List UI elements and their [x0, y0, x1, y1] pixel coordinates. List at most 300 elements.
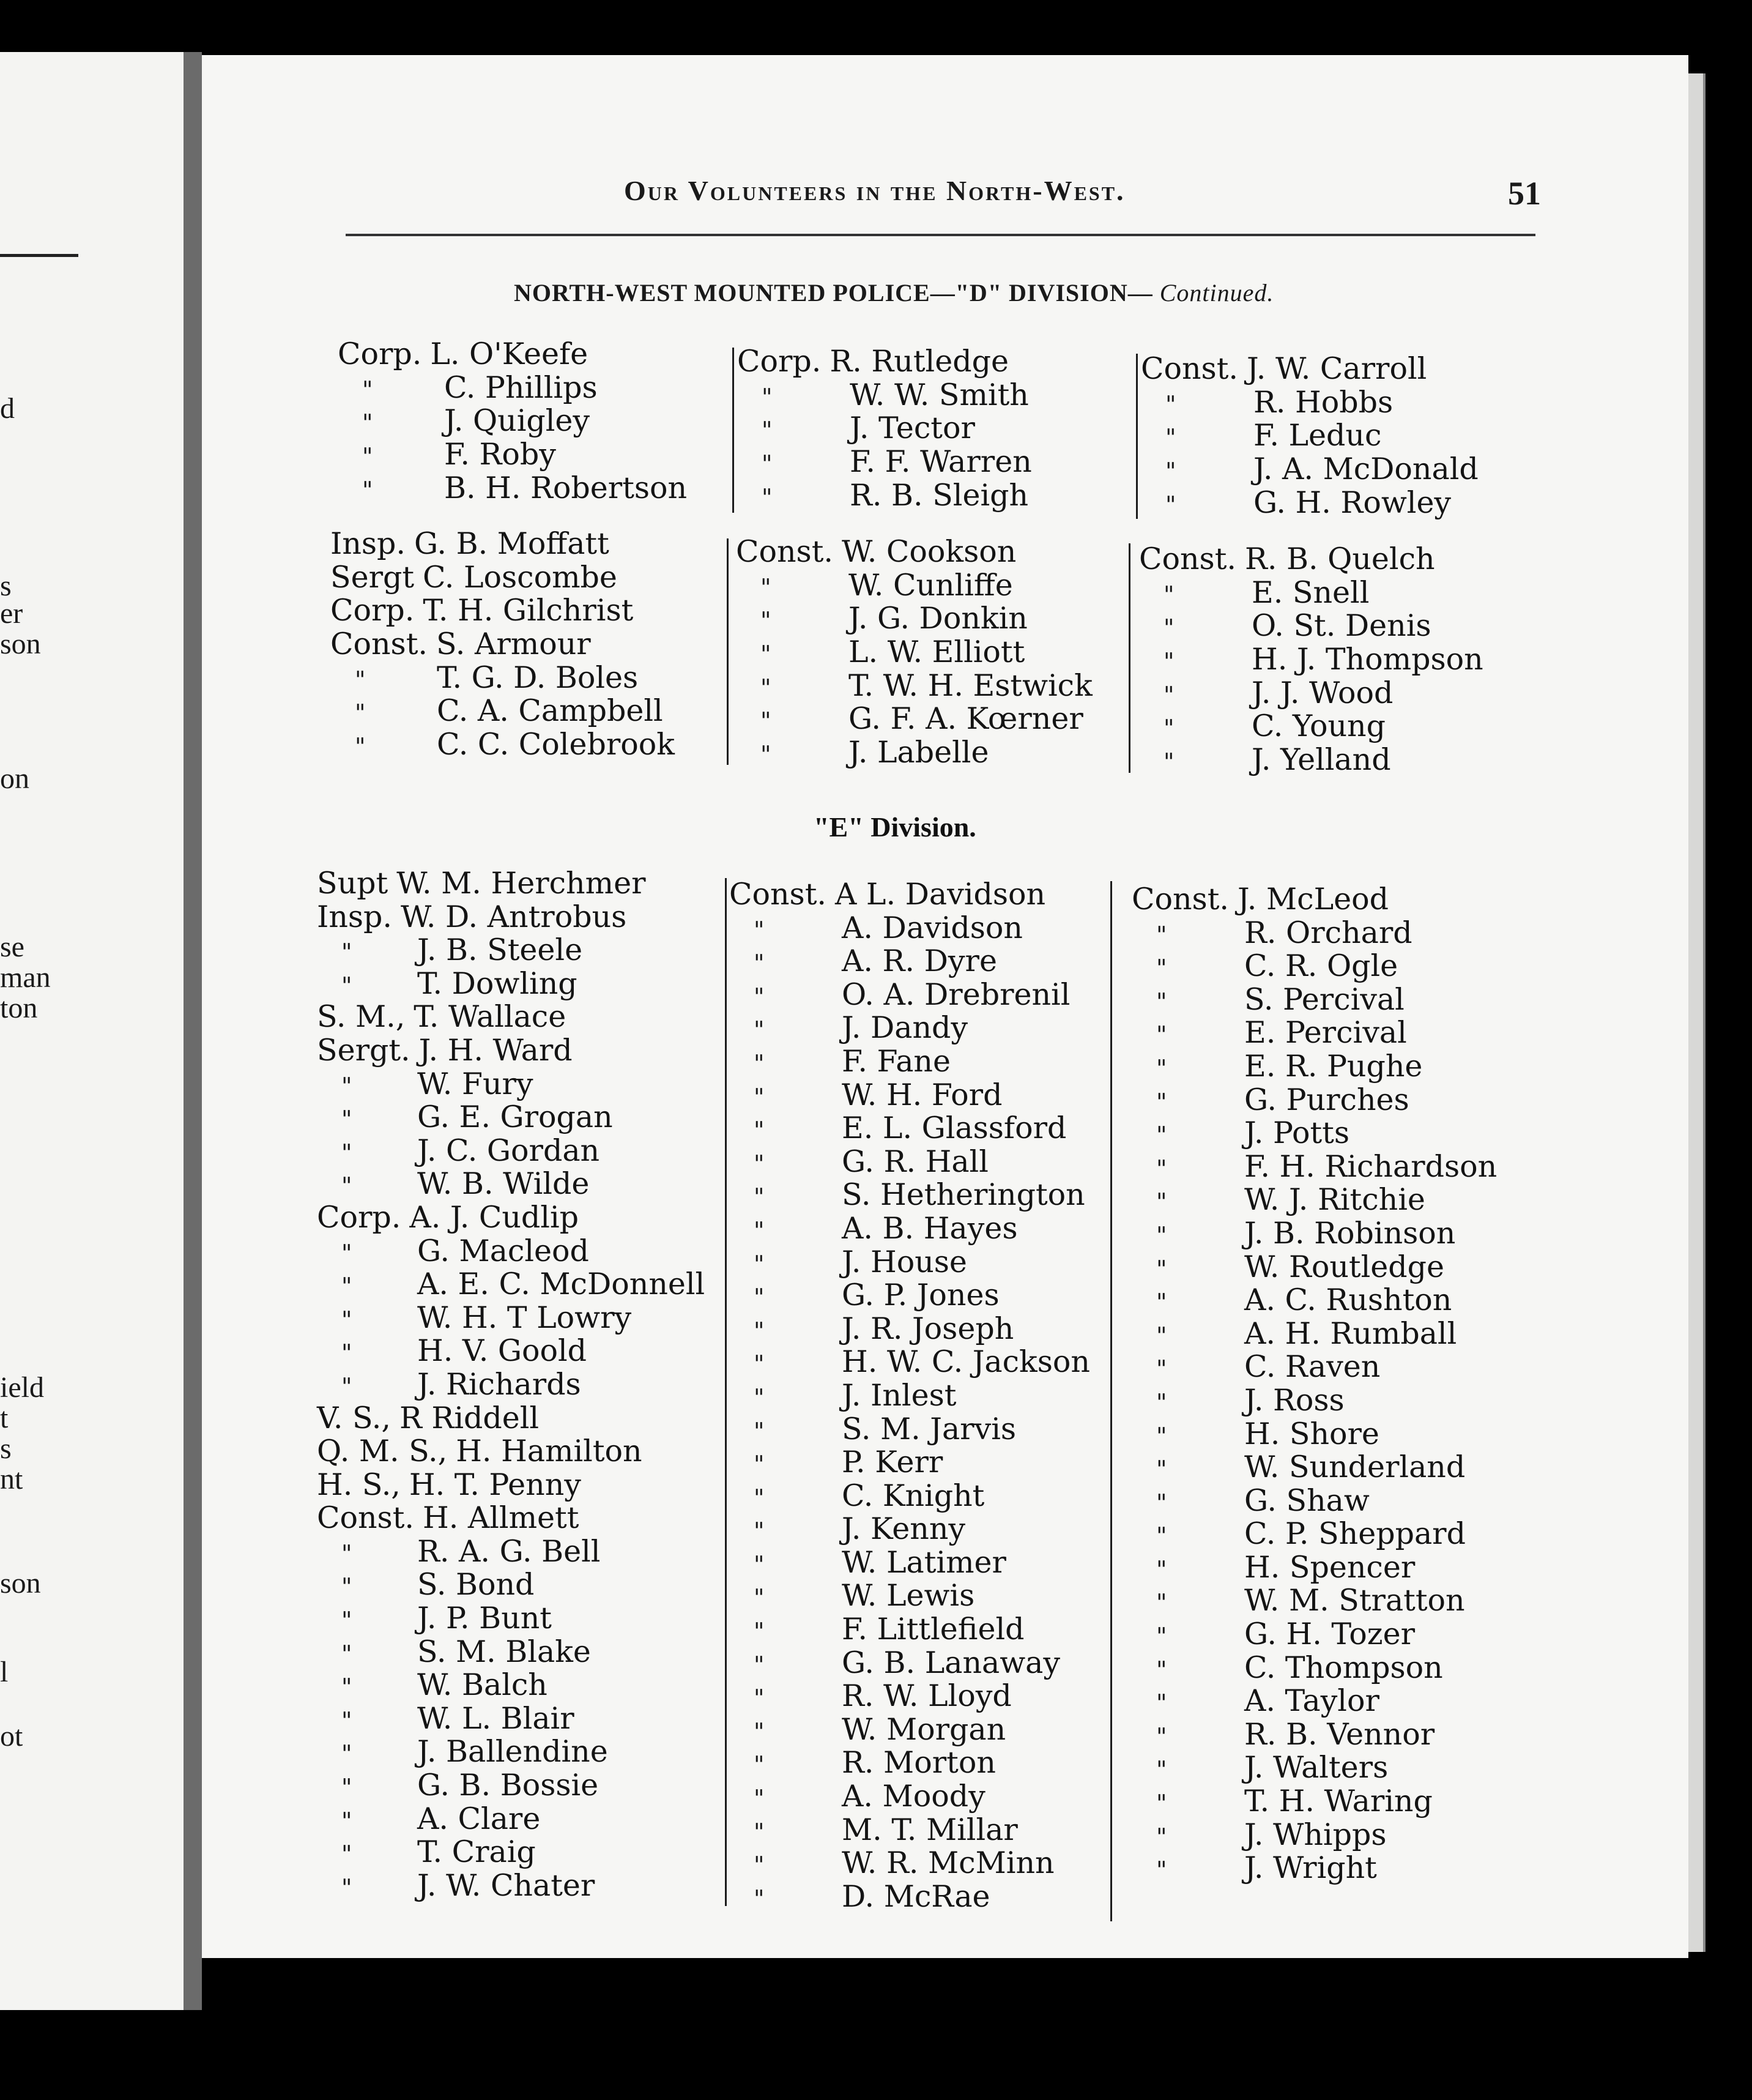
ditto-mark: " — [754, 1517, 765, 1545]
ditto-mark: " — [1156, 1322, 1167, 1349]
ditto-mark: " — [754, 1049, 765, 1077]
rank-label: Const. — [317, 1500, 414, 1536]
facing-page-fragment: ot — [0, 1720, 23, 1752]
member-name: D. McRae — [842, 1878, 990, 1914]
facing-page-fragment: se — [0, 931, 24, 963]
page-edge — [1688, 73, 1706, 1952]
member-name: C. Thompson — [1244, 1650, 1443, 1685]
member-name: F. Roby — [444, 437, 556, 472]
rank-label: Q. M. S., — [317, 1434, 448, 1469]
ditto-mark: " — [1164, 681, 1175, 709]
roster-entry — [1132, 1785, 1497, 1819]
roster-entry — [736, 602, 1093, 636]
member-name: J. House — [842, 1244, 967, 1279]
member-name: W. H. T Lowry — [417, 1300, 632, 1335]
ditto-mark: " — [754, 1250, 765, 1278]
roster-entry — [729, 1279, 1090, 1312]
roster-entry — [1132, 1016, 1497, 1050]
ditto-mark: " — [762, 417, 773, 444]
facing-page-rule — [0, 254, 78, 257]
roster-entry — [1132, 883, 1497, 917]
roster-entry — [736, 569, 1093, 603]
page-number: 51 — [1508, 175, 1541, 212]
member-name: S. Bond — [417, 1567, 535, 1603]
d-block1-col1 — [338, 338, 687, 505]
ditto-mark: " — [341, 1607, 352, 1634]
roster-entry — [330, 561, 675, 595]
ditto-mark: " — [754, 983, 765, 1010]
ditto-mark: " — [1156, 1221, 1167, 1249]
ditto-mark: " — [1156, 1722, 1167, 1750]
ditto-mark: " — [341, 1707, 352, 1734]
member-name: J. Yelland — [1252, 742, 1391, 778]
rank-label: Corp. — [317, 1199, 401, 1235]
roster-entry — [1141, 453, 1479, 486]
member-name: A. Taylor — [1244, 1683, 1379, 1719]
member-name: H. Allmett — [422, 1500, 579, 1536]
roster-entry — [736, 535, 1093, 569]
roster-entry — [317, 1735, 705, 1769]
ditto-mark: " — [754, 1618, 765, 1645]
ditto-mark: " — [1156, 1856, 1167, 1884]
ditto-mark: " — [341, 1072, 352, 1100]
section-title — [514, 278, 1274, 307]
ditto-mark: " — [754, 1852, 765, 1879]
ditto-mark: " — [1165, 390, 1176, 418]
roster-entry — [1141, 352, 1479, 386]
member-name: J. Richards — [417, 1366, 581, 1402]
ditto-mark: " — [1156, 1188, 1167, 1216]
roster-entry — [1139, 643, 1483, 677]
ditto-mark: " — [355, 699, 366, 727]
roster-entry — [729, 1647, 1090, 1680]
section-title-text: NORTH-WEST MOUNTED POLICE—"D" DIVISION— — [514, 279, 1153, 307]
member-name: R. W. Lloyd — [842, 1678, 1012, 1714]
member-name: W. Balch — [417, 1667, 548, 1703]
ditto-mark: " — [754, 1083, 765, 1111]
ditto-mark: " — [754, 1150, 765, 1177]
ditto-mark: " — [754, 1016, 765, 1044]
rank-label: Const. — [729, 877, 826, 912]
ditto-mark: " — [1156, 1756, 1167, 1784]
member-name: C. Loscombe — [423, 559, 617, 595]
roster-entry — [737, 345, 1032, 379]
member-name: J. Ross — [1244, 1382, 1345, 1418]
member-name: A. Clare — [417, 1801, 541, 1836]
member-name: J. H. Ward — [418, 1032, 573, 1068]
ditto-mark: " — [754, 1350, 765, 1378]
ditto-mark: " — [355, 733, 366, 761]
ditto-mark: " — [760, 573, 771, 601]
member-name: A. H. Rumball — [1244, 1316, 1457, 1351]
d-block2-col1 — [330, 527, 675, 762]
member-name: W. R. McMinn — [842, 1845, 1055, 1881]
ditto-mark: " — [341, 1674, 352, 1701]
roster-entry — [1139, 576, 1483, 610]
member-name: J. Walters — [1244, 1750, 1389, 1785]
roster-entry — [729, 1246, 1090, 1279]
rank-label: Const. — [330, 627, 428, 662]
facing-page-fragment: ield — [0, 1371, 44, 1404]
facing-page-fragment: son — [0, 628, 41, 660]
member-name: E. R. Pughe — [1244, 1048, 1423, 1084]
member-name: G. B. Bossie — [417, 1768, 599, 1803]
ditto-mark: " — [341, 1640, 352, 1667]
ditto-mark: " — [1156, 1255, 1167, 1283]
ditto-mark: " — [762, 450, 773, 478]
member-name: H. Spencer — [1244, 1549, 1416, 1585]
member-name: W. B. Wilde — [417, 1166, 590, 1202]
member-name: C. Phillips — [444, 370, 598, 405]
member-name: G. B. Moffatt — [414, 526, 609, 561]
roster-entry — [1132, 1618, 1497, 1651]
ditto-mark: " — [341, 1139, 352, 1166]
ditto-mark: " — [760, 641, 771, 668]
roster-entry — [317, 1268, 705, 1301]
rank-label: Const. — [1139, 542, 1236, 576]
member-name: R. Hobbs — [1253, 384, 1394, 420]
roster-entry — [1141, 486, 1479, 520]
member-name: R. Rutledge — [830, 344, 1009, 379]
member-name: T. W. H. Estwick — [848, 668, 1093, 703]
ditto-mark: " — [341, 1339, 352, 1367]
ditto-mark: " — [341, 1106, 352, 1133]
ditto-mark: " — [341, 1774, 352, 1801]
section-title-continued: Continued. — [1159, 279, 1274, 307]
member-name: G. B. Lanaway — [842, 1645, 1061, 1680]
roster-entry — [1132, 1751, 1497, 1785]
roster-entry — [317, 1669, 705, 1702]
roster-entry — [1141, 419, 1479, 453]
ditto-mark: " — [754, 1685, 765, 1712]
ditto-mark: " — [1156, 1656, 1167, 1683]
member-name: J. A. McDonald — [1253, 452, 1479, 487]
facing-page-fragment: man — [0, 961, 51, 994]
roster-entry — [729, 1212, 1090, 1246]
ditto-mark: " — [754, 1751, 765, 1779]
member-name: J. W. Carroll — [1246, 351, 1427, 386]
roster-entry — [317, 934, 705, 967]
member-name: T. Wallace — [414, 999, 566, 1035]
roster-entry — [736, 702, 1093, 736]
roster-entry — [330, 628, 675, 661]
member-name: R Riddell — [399, 1400, 540, 1435]
facing-page-fragment: t — [0, 1402, 9, 1434]
ditto-mark: " — [754, 1451, 765, 1478]
member-name: R. B. Vennor — [1244, 1716, 1435, 1752]
roster-entry — [1132, 1584, 1497, 1618]
roster-entry — [317, 1435, 705, 1469]
roster-entry — [330, 527, 675, 561]
member-name: W. D. Antrobus — [401, 899, 627, 934]
ditto-mark: " — [754, 1417, 765, 1445]
ditto-mark: " — [1156, 1456, 1167, 1483]
member-name: H. W. C. Jackson — [842, 1344, 1090, 1380]
e-col3 — [1132, 883, 1497, 1885]
ditto-mark: " — [362, 376, 373, 403]
member-name: C. Young — [1252, 709, 1386, 744]
facing-page-fragment: l — [0, 1656, 9, 1688]
roster-entry — [1132, 1050, 1497, 1084]
ditto-mark: " — [1156, 1088, 1167, 1115]
roster-entry — [729, 1480, 1090, 1513]
member-name: C. R. Ogle — [1244, 948, 1398, 984]
member-name: F. Littlefield — [842, 1612, 1025, 1647]
roster-entry — [1132, 1217, 1497, 1251]
ditto-mark: " — [341, 1540, 352, 1567]
roster-entry — [729, 1413, 1090, 1447]
ditto-mark: " — [362, 443, 373, 471]
ditto-mark: " — [754, 1785, 765, 1812]
roster-entry — [330, 594, 675, 628]
member-name: R. A. G. Bell — [417, 1533, 601, 1569]
member-name: J. G. Donkin — [848, 601, 1028, 636]
roster-entry — [729, 1513, 1090, 1546]
ditto-mark: " — [341, 1841, 352, 1868]
roster-entry — [338, 404, 687, 438]
roster-entry — [317, 1000, 705, 1034]
ditto-mark: " — [1156, 1355, 1167, 1383]
ditto-mark: " — [754, 1216, 765, 1244]
ditto-mark: " — [754, 1183, 765, 1211]
ditto-mark: " — [1156, 1623, 1167, 1650]
roster-entry — [737, 445, 1032, 479]
roster-entry — [729, 1145, 1090, 1179]
roster-entry — [1132, 1084, 1497, 1117]
member-name: G. F. A. Kœrner — [848, 701, 1083, 737]
e-division-heading: "E" Division. — [814, 811, 976, 843]
roster-entry — [317, 1602, 705, 1636]
member-name: O. St. Denis — [1252, 608, 1431, 644]
rank-label: Sergt — [330, 559, 415, 595]
facing-page-fragment: d — [0, 392, 15, 425]
member-name: W. Latimer — [842, 1544, 1006, 1580]
roster-entry — [1139, 677, 1483, 710]
ditto-mark: " — [1156, 1021, 1167, 1049]
member-name: C. P. Sheppard — [1244, 1516, 1466, 1552]
roster-entry — [1132, 1651, 1497, 1685]
member-name: G. Purches — [1244, 1082, 1409, 1117]
ditto-mark: " — [754, 1484, 765, 1511]
member-name: M. T. Millar — [842, 1812, 1018, 1847]
ditto-mark: " — [754, 1885, 765, 1912]
roster-entry — [1132, 983, 1497, 1017]
member-name: P. Kerr — [842, 1445, 943, 1480]
roster-entry — [317, 967, 705, 1001]
rank-label: Corp. — [330, 593, 415, 628]
ditto-mark: " — [754, 1284, 765, 1311]
ditto-mark: " — [1165, 424, 1176, 452]
roster-entry — [317, 1235, 705, 1268]
roster-entry — [338, 438, 687, 472]
member-name: T. G. D. Boles — [437, 660, 639, 695]
member-name: H. Hamilton — [456, 1434, 642, 1469]
member-name: B. H. Robertson — [444, 470, 688, 505]
roster-entry — [317, 1568, 705, 1602]
ditto-mark: " — [762, 483, 773, 511]
column-divider — [1110, 881, 1112, 1921]
roster-entry — [737, 479, 1032, 513]
roster-entry — [330, 661, 675, 695]
roster-entry — [729, 1079, 1090, 1112]
roster-entry — [729, 1579, 1090, 1613]
member-name: J. Labelle — [848, 735, 989, 770]
roster-entry — [729, 1847, 1090, 1880]
member-name: A. E. C. McDonnell — [417, 1267, 705, 1302]
member-name: J. Wright — [1244, 1850, 1377, 1886]
member-name: W. Fury — [417, 1066, 533, 1101]
roster-entry — [729, 1312, 1090, 1346]
ditto-mark: " — [1156, 1489, 1167, 1516]
roster-entry — [736, 636, 1093, 669]
roster-entry — [736, 669, 1093, 703]
member-name: S. Armour — [436, 627, 591, 662]
ditto-mark: " — [754, 1383, 765, 1411]
member-name: J. B. Steele — [417, 933, 583, 968]
ditto-mark: " — [1156, 1522, 1167, 1550]
roster-entry — [317, 1201, 705, 1235]
roster-entry — [317, 1301, 705, 1335]
ditto-mark: " — [341, 1239, 352, 1267]
book-gutter — [184, 52, 202, 2010]
ditto-mark: " — [1164, 614, 1175, 642]
column-divider — [732, 348, 734, 513]
roster-entry — [729, 1713, 1090, 1747]
roster-entry — [1139, 543, 1483, 576]
roster-entry — [729, 1546, 1090, 1580]
roster-entry — [729, 1178, 1090, 1212]
ditto-mark: " — [1156, 1823, 1167, 1850]
ditto-mark: " — [1156, 1790, 1167, 1817]
roster-entry — [317, 1134, 705, 1168]
ditto-mark: " — [341, 939, 352, 966]
roster-entry — [1139, 743, 1483, 777]
facing-page — [0, 52, 184, 2010]
member-name: W. Cookson — [841, 534, 1017, 569]
ditto-mark: " — [341, 972, 352, 999]
roster-entry — [1141, 386, 1479, 420]
column-divider — [725, 878, 727, 1906]
d-block1-col2 — [737, 345, 1032, 512]
roster-entry — [729, 1814, 1090, 1847]
roster-entry — [729, 912, 1090, 945]
ditto-mark: " — [1156, 1422, 1167, 1450]
roster-entry — [1132, 1517, 1497, 1551]
ditto-mark: " — [754, 1317, 765, 1344]
roster-entry — [729, 1613, 1090, 1647]
roster-entry — [317, 1502, 705, 1535]
roster-entry — [729, 1746, 1090, 1780]
column-divider — [1129, 543, 1130, 773]
member-name: F. Fane — [842, 1043, 951, 1079]
ditto-mark: " — [1156, 1289, 1167, 1316]
ditto-mark: " — [362, 476, 373, 504]
member-name: G. P. Jones — [842, 1278, 1000, 1313]
member-name: J. R. Joseph — [842, 1311, 1014, 1346]
roster-entry — [1132, 1350, 1497, 1384]
roster-entry — [729, 878, 1090, 912]
roster-entry — [729, 945, 1090, 978]
ditto-mark: " — [341, 1740, 352, 1768]
member-name: A L. Davidson — [834, 877, 1046, 912]
member-name: R. B. Quelch — [1244, 542, 1435, 576]
member-name: C. C. Colebrook — [437, 727, 675, 762]
rank-label: Insp. — [330, 526, 406, 561]
ditto-mark: " — [754, 950, 765, 977]
roster-entry — [1132, 1384, 1497, 1418]
facing-page-fragment: on — [0, 762, 29, 795]
roster-entry — [1132, 1685, 1497, 1718]
ditto-mark: " — [341, 1807, 352, 1834]
member-name: A. R. Dyre — [842, 944, 997, 979]
member-name: G. H. Rowley — [1253, 485, 1452, 520]
member-name: W. H. Ford — [842, 1077, 1003, 1112]
member-name: G. R. Hall — [842, 1144, 989, 1179]
ditto-mark: " — [1156, 1689, 1167, 1717]
roster-entry — [317, 1636, 705, 1669]
member-name: S. M. Jarvis — [842, 1411, 1017, 1447]
roster-entry — [317, 1769, 705, 1803]
roster-entry — [1132, 1551, 1497, 1585]
member-name: J. J. Wood — [1252, 675, 1394, 710]
ditto-mark: " — [754, 1818, 765, 1845]
ditto-mark: " — [1164, 715, 1175, 742]
roster-entry — [1132, 1117, 1497, 1150]
rank-label: Supt — [317, 866, 388, 901]
facing-page-fragment: son — [0, 1567, 41, 1599]
roster-entry — [729, 1880, 1090, 1914]
member-name: G. H. Tozer — [1244, 1617, 1416, 1652]
roster-entry — [317, 1535, 705, 1569]
roster-entry — [317, 1869, 705, 1903]
ditto-mark: " — [1164, 748, 1175, 776]
roster-entry — [330, 728, 675, 762]
member-name: E. Snell — [1252, 575, 1370, 610]
ditto-mark: " — [754, 1117, 765, 1144]
member-name: W. W. Smith — [850, 377, 1029, 412]
member-name: W. L. Blair — [417, 1700, 574, 1736]
member-name: S. Percival — [1244, 981, 1405, 1017]
rank-label: V. S., — [317, 1400, 391, 1435]
ditto-mark: " — [1164, 648, 1175, 676]
roster-entry — [729, 978, 1090, 1012]
member-name: L. O'Keefe — [430, 337, 588, 371]
roster-entry — [1132, 1418, 1497, 1451]
member-name: J. C. Gordan — [417, 1133, 600, 1168]
roster-entry — [729, 1011, 1090, 1045]
member-name: W. M. Herchmer — [396, 866, 646, 901]
roster-entry — [1132, 1150, 1497, 1184]
member-name: W. Routledge — [1244, 1249, 1444, 1284]
roster-entry — [317, 901, 705, 934]
member-name: H. T. Penny — [409, 1467, 581, 1502]
e-col2 — [729, 878, 1090, 1913]
roster-entry — [338, 472, 687, 505]
member-name: J. Whipps — [1244, 1817, 1387, 1852]
rank-label: Corp. — [338, 337, 422, 371]
roster-entry — [317, 1368, 705, 1402]
roster-entry — [1139, 609, 1483, 643]
member-name: F. H. Richardson — [1244, 1149, 1498, 1184]
member-name: A. Davidson — [842, 910, 1023, 945]
roster-entry — [1132, 917, 1497, 950]
member-name: C. Raven — [1244, 1349, 1381, 1385]
member-name: L. W. Elliott — [848, 635, 1025, 670]
member-name: S. Hetherington — [842, 1177, 1085, 1213]
member-name: R. Orchard — [1244, 915, 1412, 950]
column-divider — [727, 538, 729, 765]
member-name: J. W. Chater — [417, 1867, 595, 1903]
